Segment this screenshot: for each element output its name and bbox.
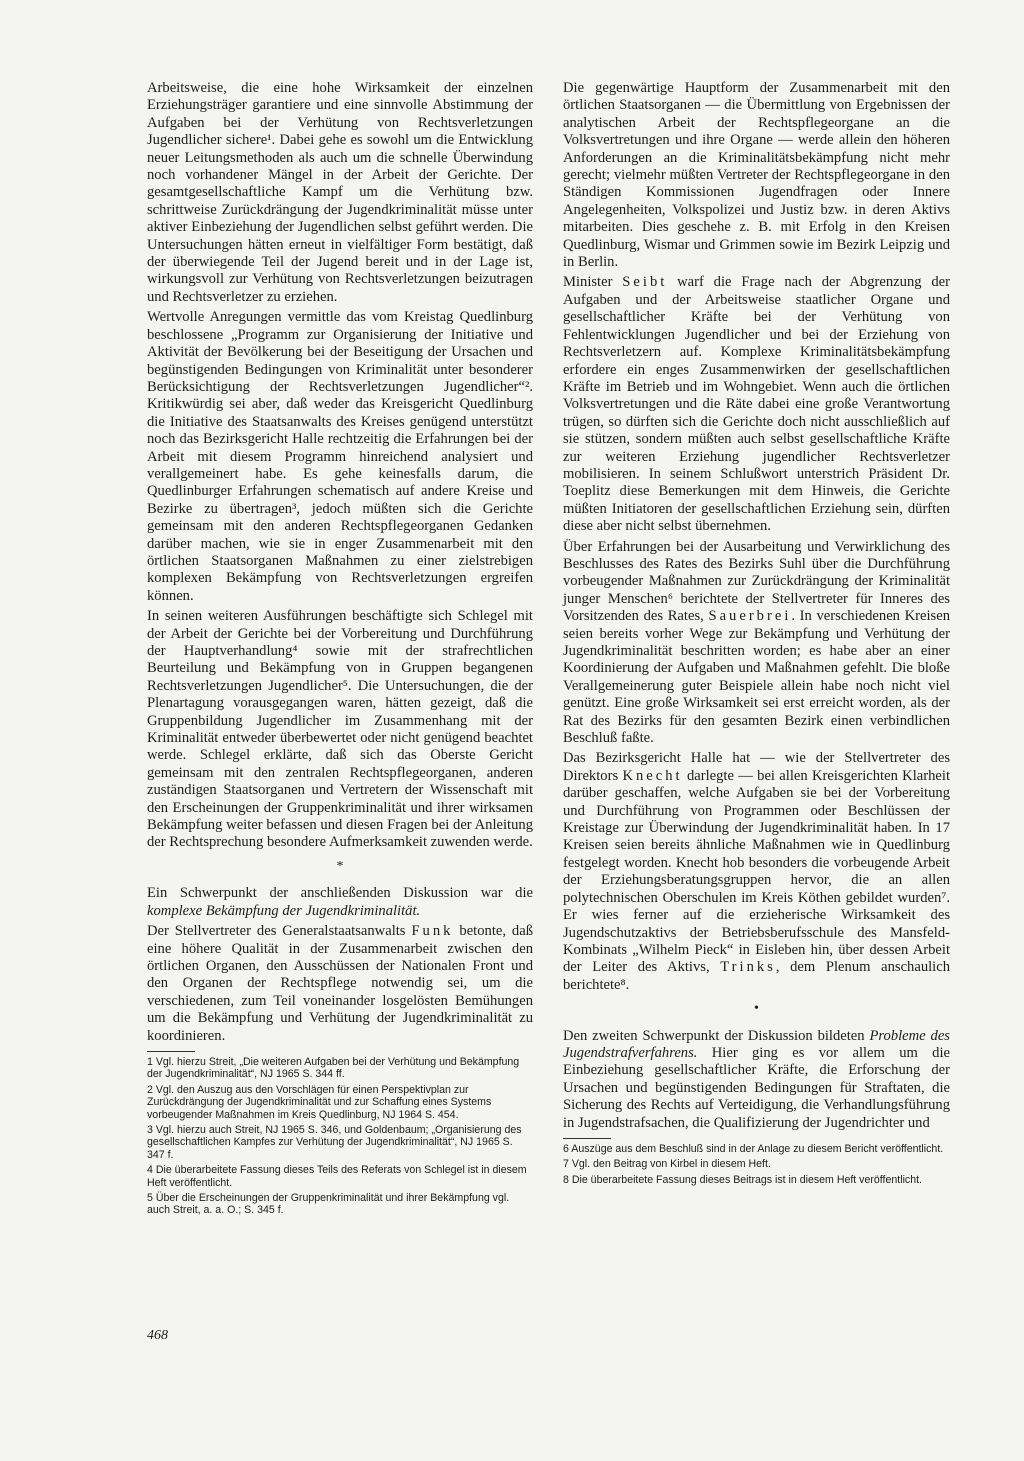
text: Den zweiten Schwerpunkt der Diskussion bildeten bbox=[563, 1027, 865, 1044]
page-number: 468 bbox=[147, 1328, 168, 1343]
paragraph: Arbeitsweise, die eine hohe Wirksamkeit der einzelnen Erziehungsträger garantiere und eine sinnvolle Abstimmung der Aufgaben bei der Verhütung von Rechtsverletzungen Jugendlicher sichere¹. Dabei gehe es sowohl um die Entwicklung neuer Leitungsmethoden als auch um die schnelle Überwindung noch vorhandener Mängel in der Arbeit der Gerichte. Der gesamtgesellschaftliche Kampf um die Verhütung bzw. schrittweise Zurückdrängung der Jugendkriminalität müsse unter aktiver Einbeziehung der Jugendlichen selbst geführt werden. Die Untersuchungen hätten erneut in vielfältiger Form bestätigt, daß der überwiegende Teil der Jugend bereit und in der Lage ist, wirkungsvoll zur Verhütung von Rechtsverletzungen beizutragen und Rechtsverletzer zu erziehen. bbox=[147, 80, 533, 305]
text: Hier ging es vor allem um die Einbeziehung gesellschaftlicher Kräfte, die Erforschung der Ursachen und begünstigenden Bedingungen für Straftaten, die Sicherung des Rechts auf Verteidigung, die Verhandlungsführung in Jugendstrafsachen, die Qualifizierung der Jugendrichter und bbox=[563, 1044, 950, 1131]
person-name: Trinks bbox=[720, 959, 776, 976]
footnote: 5 Über die Erscheinungen der Gruppenkriminalität und ihrer Bekämpfung vgl. auch Streit, a. a. O.; S. 345 f. bbox=[147, 1192, 510, 1217]
paragraph: Wertvolle Anregungen vermittle das vom Kreistag Quedlinburg beschlossene „Programm zur Organisierung der Initiative und Aktivität der Bevölkerung bei der Beseitigung der Ursachen und begünstigenden Bedingungen von Kriminalität unter besonderer Berücksichtigung der Rechtsverletzungen Jugendlicher“². Kritikwürdig sei aber, daß weder das Kreisgericht Quedlinburg die Initiative des Staatsanwalts des Kreises genügend unterstützt noch das Bezirksgericht Halle rechtzeitig die Erfahrungen bei der Arbeit mit diesem Programm hinreichend analysiert und verallgemeinert habe. Es gehe keinesfalls darum, die Quedlinburger Erfahrungen schematisch auf andere Kreise und Bezirke zu übertragen³, jedoch müßten sich die Gerichte gemeinsam mit den anderen Rechtspflegeorganen Gedanken darüber machen, wie sie in enger Zusammenarbeit mit den örtlichen Staatsorganen Maßnahmen zu einer zielstrebigen komplexen Bekämpfung von Rechtsverletzungen ergreifen können. bbox=[147, 309, 533, 604]
text: darlegte — bei allen Kreisgerichten Klarheit darüber geschaffen, welche Aufgaben sie bei der Vorbereitung und Durchführung von Programmen oder Beschlüssen der Kreistage zur Überwindung der Jugendkriminalität haben. In 17 Kreisen seien bereits ähnliche Maßnahmen wie in Quedlinburg festgelegt worden. Knecht hob besonders die vorbeugende Arbeit der Erziehungsberatungsgruppen hervor, die an allen polytechnischen Oberschulen im Kreis Köthen gebildet wurden⁷. Er wies ferner auf die erzieherische Wirksamkeit des Jugendschutzaktivs der Betriebsberufsschule des Mansfeld-Kombinats „Wilhelm Pieck“ in Eisleben hin, über dessen Arbeit der Leiter des Aktivs, bbox=[563, 767, 951, 976]
paragraph bbox=[563, 539, 950, 748]
footnote-rule bbox=[147, 1051, 195, 1052]
person-name: Sauerbrei bbox=[708, 608, 792, 625]
text: Über Erfahrungen bei der Ausarbeitung und Verwirklichung des Beschlusses des Rates des Bezirks Suhl über die Durchführung vorbeugender Maßnahmen zur Zurückdrängung der Kriminalität junger Menschen⁶ berichtete der Stellvertreter für Inneres des Vorsitzenden des Rates, bbox=[563, 538, 950, 625]
paragraph: In seinen weiteren Ausführungen beschäftigte sich Schlegel mit der Arbeit der Gerichte bei der Vorbereitung und Durchführung der Hauptverhandlung⁴ sowie mit der strafrechtlichen Beurteilung und Bekämpfung von in Gruppen begangenen Rechtsverletzungen Jugendlicher⁵. Die Untersuchungen, die der Plenartagung vorausgegangen waren, hätten gezeigt, daß die Gruppenbildung Jugendlicher im Zusammenhang mit der Kriminalität entweder überbewertet oder nicht genügend beachtet werde. Schlegel erklärte, daß sich das Oberste Gericht gemeinsam mit den zentralen Rechtspflegeorganen, anderen zuständigen Staatsorganen und Vertretern der Wissenschaft mit den Erscheinungen der Gruppenkriminalität und ihrer wirksamen Bekämpfung weiter befassen und diesen Fragen bei der Anleitung der Rechtsprechung besondere Aufmerksamkeit zuwenden werde. bbox=[147, 608, 533, 851]
text: . In verschiedenen Kreisen seien bereits vorher Wege zur Bekämpfung und Verhütung der Jugendkriminalität beschritten worden; es habe aber an einer Koordinierung der Aufgaben und Maßnahmen gefehlt. Die bloße Verallgemeinerung guter Beispiele allein habe noch nicht viel genützt. Eine große Wirksamkeit sei erst erreicht worden, als der Rat des Bezirks für den gesamten Bezirk einen verbindlichen Beschluß faßte. bbox=[563, 608, 951, 747]
person-name: Seibt bbox=[622, 274, 668, 291]
text: warf die Frage nach der Abgrenzung der Aufgaben und der Arbeitsweise staatlicher Organe und gesellschaftlicher Kräfte bei der Verhütung von Fehlentwicklungen Jugendlicher und bei der Erziehung von Rechtsverletzern auf. Komplexe Kriminalitätsbekämpfung erfordere ein enges Zusammenwirken der gesellschaftlichen Kräfte im Betrieb und im Wohngebiet. Wenn auch die örtlichen Volksvertretungen und die Räte dabei eine große Verantwortung trügen, so dürften sich die Gerichte doch nicht ausschließlich auf sie stützen, sondern müßten auch selbst gesellschaftliche Kräfte zur weiteren Erziehung jugendlicher Rechtsverletzer mobilisieren. In seinem Schlußwort unterstrich Präsident Dr. Toeplitz diese Bemerkungen mit dem Hinweis, die Gerichte müßten Initiatoren der gesellschaftlichen Erziehung sein, dürften diese aber nicht selbst übernehmen. bbox=[563, 274, 950, 535]
paragraph bbox=[147, 923, 533, 1045]
footnote: 6 Auszüge aus dem Beschluß sind in der Anlage zu diesem Bericht veröffentlicht. bbox=[563, 1142, 944, 1155]
text: , dem Plenum anschaulich berichtete⁸. bbox=[563, 959, 951, 993]
paragraph bbox=[563, 274, 950, 535]
footnote: 3 Vgl. hierzu auch Streit, NJ 1965 S. 346, und Goldenbaum; „Organisierung des gesellschaftlichen Kampfes zur Verhütung der Jugendkriminalität“, NJ 1965 S. 347 f. bbox=[147, 1123, 522, 1161]
text: Minister bbox=[563, 274, 613, 291]
person-name: Funk bbox=[411, 923, 454, 940]
person-name: Knecht bbox=[622, 767, 683, 784]
section-separator: • bbox=[754, 1001, 759, 1017]
text: Der Stellvertreter des Generalstaatsanwalts bbox=[147, 923, 406, 940]
footnote-rule bbox=[563, 1138, 611, 1139]
right-column bbox=[563, 80, 950, 1189]
footnote: 1 Vgl. hierzu Streit, „Die weiteren Aufgaben bei der Verhütung und Bekämpfung der Jugendkriminalität“, NJ 1965 S. 344 ff. bbox=[147, 1055, 520, 1081]
text: Ein Schwerpunkt der anschließenden Diskussion war die bbox=[147, 885, 533, 902]
footnote: 4 Die überarbeitete Fassung dieses Teils des Referats von Schlegel ist in diesem Heft veröffentlicht. bbox=[147, 1164, 527, 1189]
paragraph bbox=[563, 1028, 950, 1132]
text: Das Bezirksgericht Halle hat — wie der Stellvertreter des Direktors bbox=[563, 750, 950, 784]
left-column bbox=[147, 80, 533, 1220]
text: betonte, daß eine höhere Qualität in der Zusammenarbeit zwischen den örtlichen Organen, den Ausschüssen der Nationalen Front und den Organen der Rechtspflege notwendig sei, um die verschiedenen, zum Teil voneinander losgelösten Bemühungen um die Bekämpfung und Verhütung der Jugendkriminalität zu koordinieren. bbox=[147, 923, 533, 1044]
footnote: 2 Vgl. den Auszug aus den Vorschlägen für einen Perspektivplan zur Zurückdrängung der Jugendkriminalität und zur Schaffung eines Systems vorbeugender Maßnahmen im Kreis Quedlinburg, NJ 1964 S. 454. bbox=[147, 1083, 492, 1121]
footnote: 7 Vgl. den Beitrag von Kirbel in diesem Heft. bbox=[563, 1158, 771, 1171]
paragraph bbox=[563, 750, 950, 994]
emphasized-topic: Probleme des Jugendstrafverfahrens. bbox=[563, 1027, 950, 1061]
footnote: 8 Die überarbeitete Fassung dieses Beitrags ist in diesem Heft veröffentlicht. bbox=[563, 1173, 922, 1186]
section-separator: * bbox=[336, 858, 344, 874]
paragraph bbox=[147, 885, 533, 920]
paragraph: Die gegenwärtige Hauptform der Zusammenarbeit mit den örtlichen Staatsorganen — die Übermittlung von Ergebnissen der analytischen Arbeit der Rechtspflegeorgane an die Volksvertretungen und ihre Organe — werde allein den höheren Anforderungen an die Kriminalitätsbekämpfung nicht mehr gerecht; vielmehr müßten Vertreter der Rechtspflegeorgane in den Ständigen Kommissionen Jugendfragen oder Innere Angelegenheiten, Volkspolizei und Justiz bzw. in deren Aktivs mitarbeiten. Dies geschehe z. B. mit Erfolg in den Kreisen Quedlinburg, Wismar und Grimmen sowie im Bezirk Leipzig und in Berlin. bbox=[563, 80, 950, 271]
emphasized-topic: komplexe Bekämpfung der Jugendkriminalität. bbox=[147, 902, 421, 919]
